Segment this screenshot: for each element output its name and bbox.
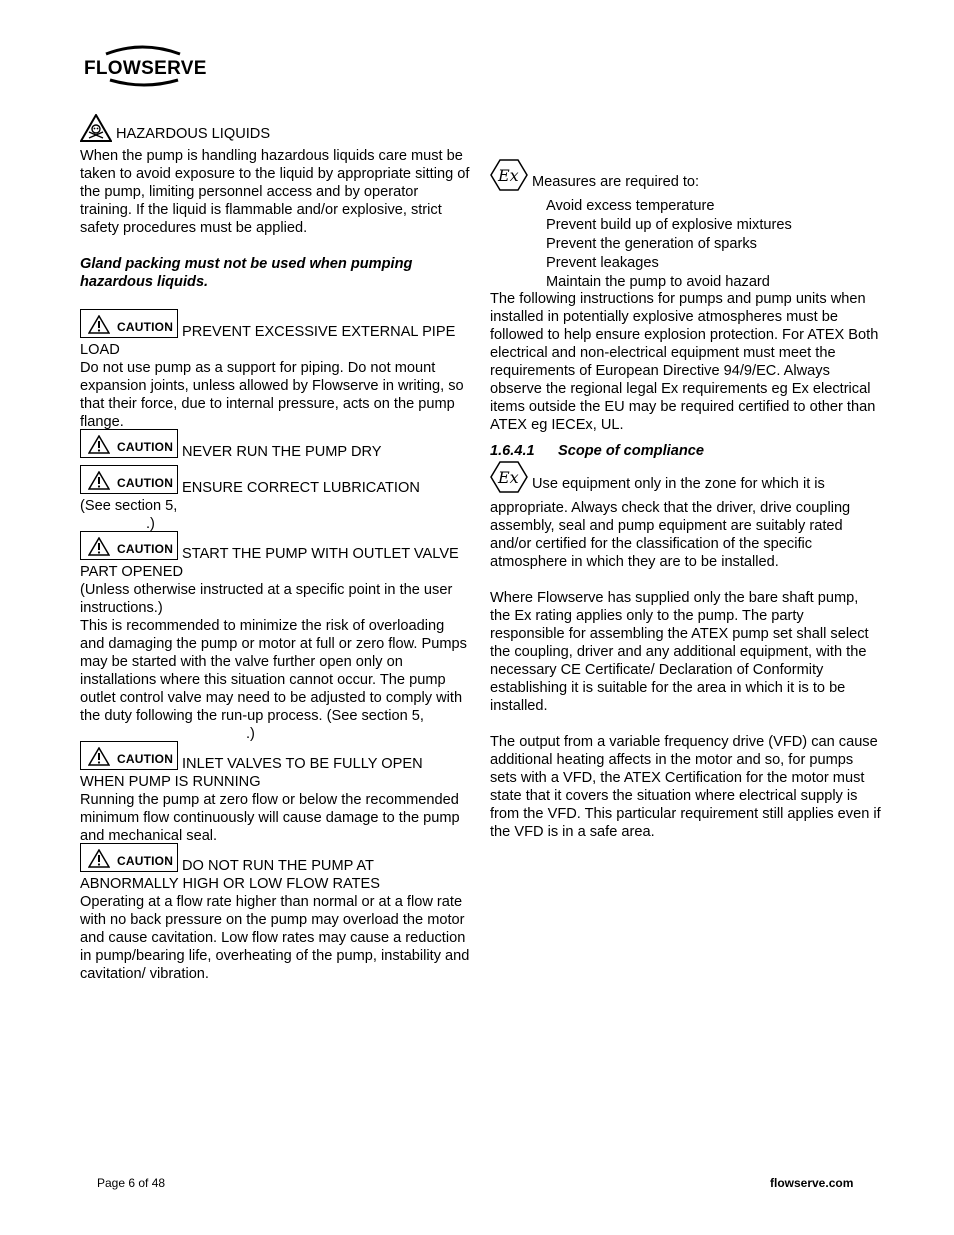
- list-item: Avoid excess temperature: [546, 198, 715, 214]
- svg-text:Ex: Ex: [498, 468, 519, 487]
- outlet-valve-body: This is recommended to minimize the risk of overloading and damaging the pump or motor at full or zero flow. Pumps may be started with the valve further open only on installations where this situation cannot occur. The pump outlet control valve may need to be adjusted to comply with the duty following the run-up process. (See section 5,: [80, 618, 467, 724]
- footer-website: flowserve.com: [770, 1176, 854, 1190]
- caution-badge: CAUTION: [80, 429, 178, 458]
- outlet-valve-note: (Unless otherwise instructed at a specific point in the user instructions.): [80, 582, 453, 616]
- lubrication-ref: (See section 5,: [80, 498, 178, 514]
- inlet-valves-body: Running the pump at zero flow or below the recommended minimum flow continuously will cause damage to the pump and mechanical seal.: [80, 792, 460, 844]
- bare-shaft-body: Where Flowserve has supplied only the bare shaft pump, the Ex rating applies only to the pump. The party responsible for assembling the ATEX pump set shall select the coupling, driver and any additional equipment, with the necessary CE Certificate/ Declaration of Conformity establishing it is suitable for the area in which it is to be installed.: [490, 590, 869, 714]
- list-item: Maintain the pump to avoid hazard: [546, 274, 770, 290]
- caution-badge: CAUTION: [80, 741, 178, 770]
- flowserve-logo: [84, 44, 207, 88]
- outlet-valve-ref-close: .): [246, 726, 255, 742]
- caution-badge: CAUTION: [80, 309, 178, 338]
- list-item: Prevent build up of explosive mixtures: [546, 217, 792, 233]
- warning-triangle-icon: [88, 747, 110, 766]
- left-column: [80, 112, 470, 983]
- right-column: [490, 158, 882, 841]
- flow-rate-body: Operating at a flow rate higher than normal or at a flow rate with no back pressure on the pump may overload the motor and cause cavitation. Low flow rates may cause a reduction in pump/bearing life, overheating of the pump, instability and cavitation/ vibration.: [80, 894, 470, 982]
- warning-triangle-icon: [88, 849, 110, 868]
- flow-rate-title: CAUTION DO NOT RUN THE PUMP AT ABNORMALLY HIGH OR LOW FLOW RATES: [80, 843, 470, 893]
- measures-intro: Ex Measures are required to:: [490, 158, 882, 197]
- caution-badge: CAUTION: [80, 531, 178, 560]
- page-number: Page 6 of 48: [97, 1176, 166, 1190]
- gland-packing-note: Gland packing must not be used when pumping hazardous liquids.: [80, 256, 413, 290]
- svg-text:Ex: Ex: [498, 166, 519, 185]
- caution-badge: CAUTION: [80, 843, 178, 872]
- logo-text: FLOWSERVE: [84, 58, 207, 79]
- lubrication-ref-close: .): [146, 516, 155, 532]
- measures-list: [490, 197, 882, 292]
- pipe-load-body: Do not use pump as a support for piping. Do not mount expansion joints, unless allowed by Flowserve in writing, so that their force, due to internal pressure, acts on the pump flange.: [80, 360, 464, 430]
- pipe-load-title: CAUTION PREVENT EXCESSIVE EXTERNAL PIPE LOAD: [80, 309, 470, 359]
- inlet-valves-title: CAUTION INLET VALVES TO BE FULLY OPEN WHEN PUMP IS RUNNING: [80, 741, 470, 791]
- warning-triangle-icon: [88, 471, 110, 490]
- scope-heading: 1.6.4.1 Scope of compliance: [490, 443, 704, 459]
- scope-body: Ex Use equipment only in the zone for which it is appropriate. Always check that the driver, drive coupling assembly, seal and pump equipment are suitably rated and/or certified for the classification of the specific atmosphere in which they are to be installed.: [490, 460, 882, 571]
- atex-body: The following instructions for pumps and pump units when installed in potentially explosive atmospheres must be followed to help ensure explosion protection. For ATEX Both electrical and non-electrical equipment must meet the requirements of European Directive 94/9/EC. Always observe the regional legal Ex requirements eg Ex electrical items outside the EU may be required certified to other than ATEX eg IECEx, UL.: [490, 291, 879, 433]
- outlet-valve-title: CAUTION START THE PUMP WITH OUTLET VALVE PART OPENED: [80, 531, 470, 581]
- warning-triangle-icon: [88, 435, 110, 454]
- list-item: Prevent leakages: [546, 255, 659, 271]
- ex-hexagon-icon: [490, 460, 528, 499]
- hazardous-title-text: HAZARDOUS LIQUIDS: [116, 126, 271, 142]
- skull-warning-icon: [80, 114, 112, 147]
- caution-badge: CAUTION: [80, 465, 178, 494]
- hazardous-section-title: [80, 114, 470, 147]
- vfd-body: The output from a variable frequency drive (VFD) can cause additional heating affects in the motor and so, for pumps sets with a VFD, the ATEX Certification for the motor must state that it covers the situation where electrical supply is from the VFD. This particular requirement still applies even if the VFD is in a safe area.: [490, 734, 881, 840]
- lubrication-title: CAUTION ENSURE CORRECT LUBRICATION: [80, 465, 470, 497]
- list-item: Prevent the generation of sparks: [546, 236, 757, 252]
- ex-hexagon-icon: [490, 158, 528, 197]
- hazardous-body: When the pump is handling hazardous liquids care must be taken to avoid exposure to the liquid by appropriate sitting of the pump, limiting personnel access and by operator training. If the liquid is flammable and/or explosive, strict safety procedures must be applied.: [80, 148, 470, 236]
- dry-run-title: CAUTION NEVER RUN THE PUMP DRY: [80, 429, 470, 461]
- warning-triangle-icon: [88, 315, 110, 334]
- warning-triangle-icon: [88, 537, 110, 556]
